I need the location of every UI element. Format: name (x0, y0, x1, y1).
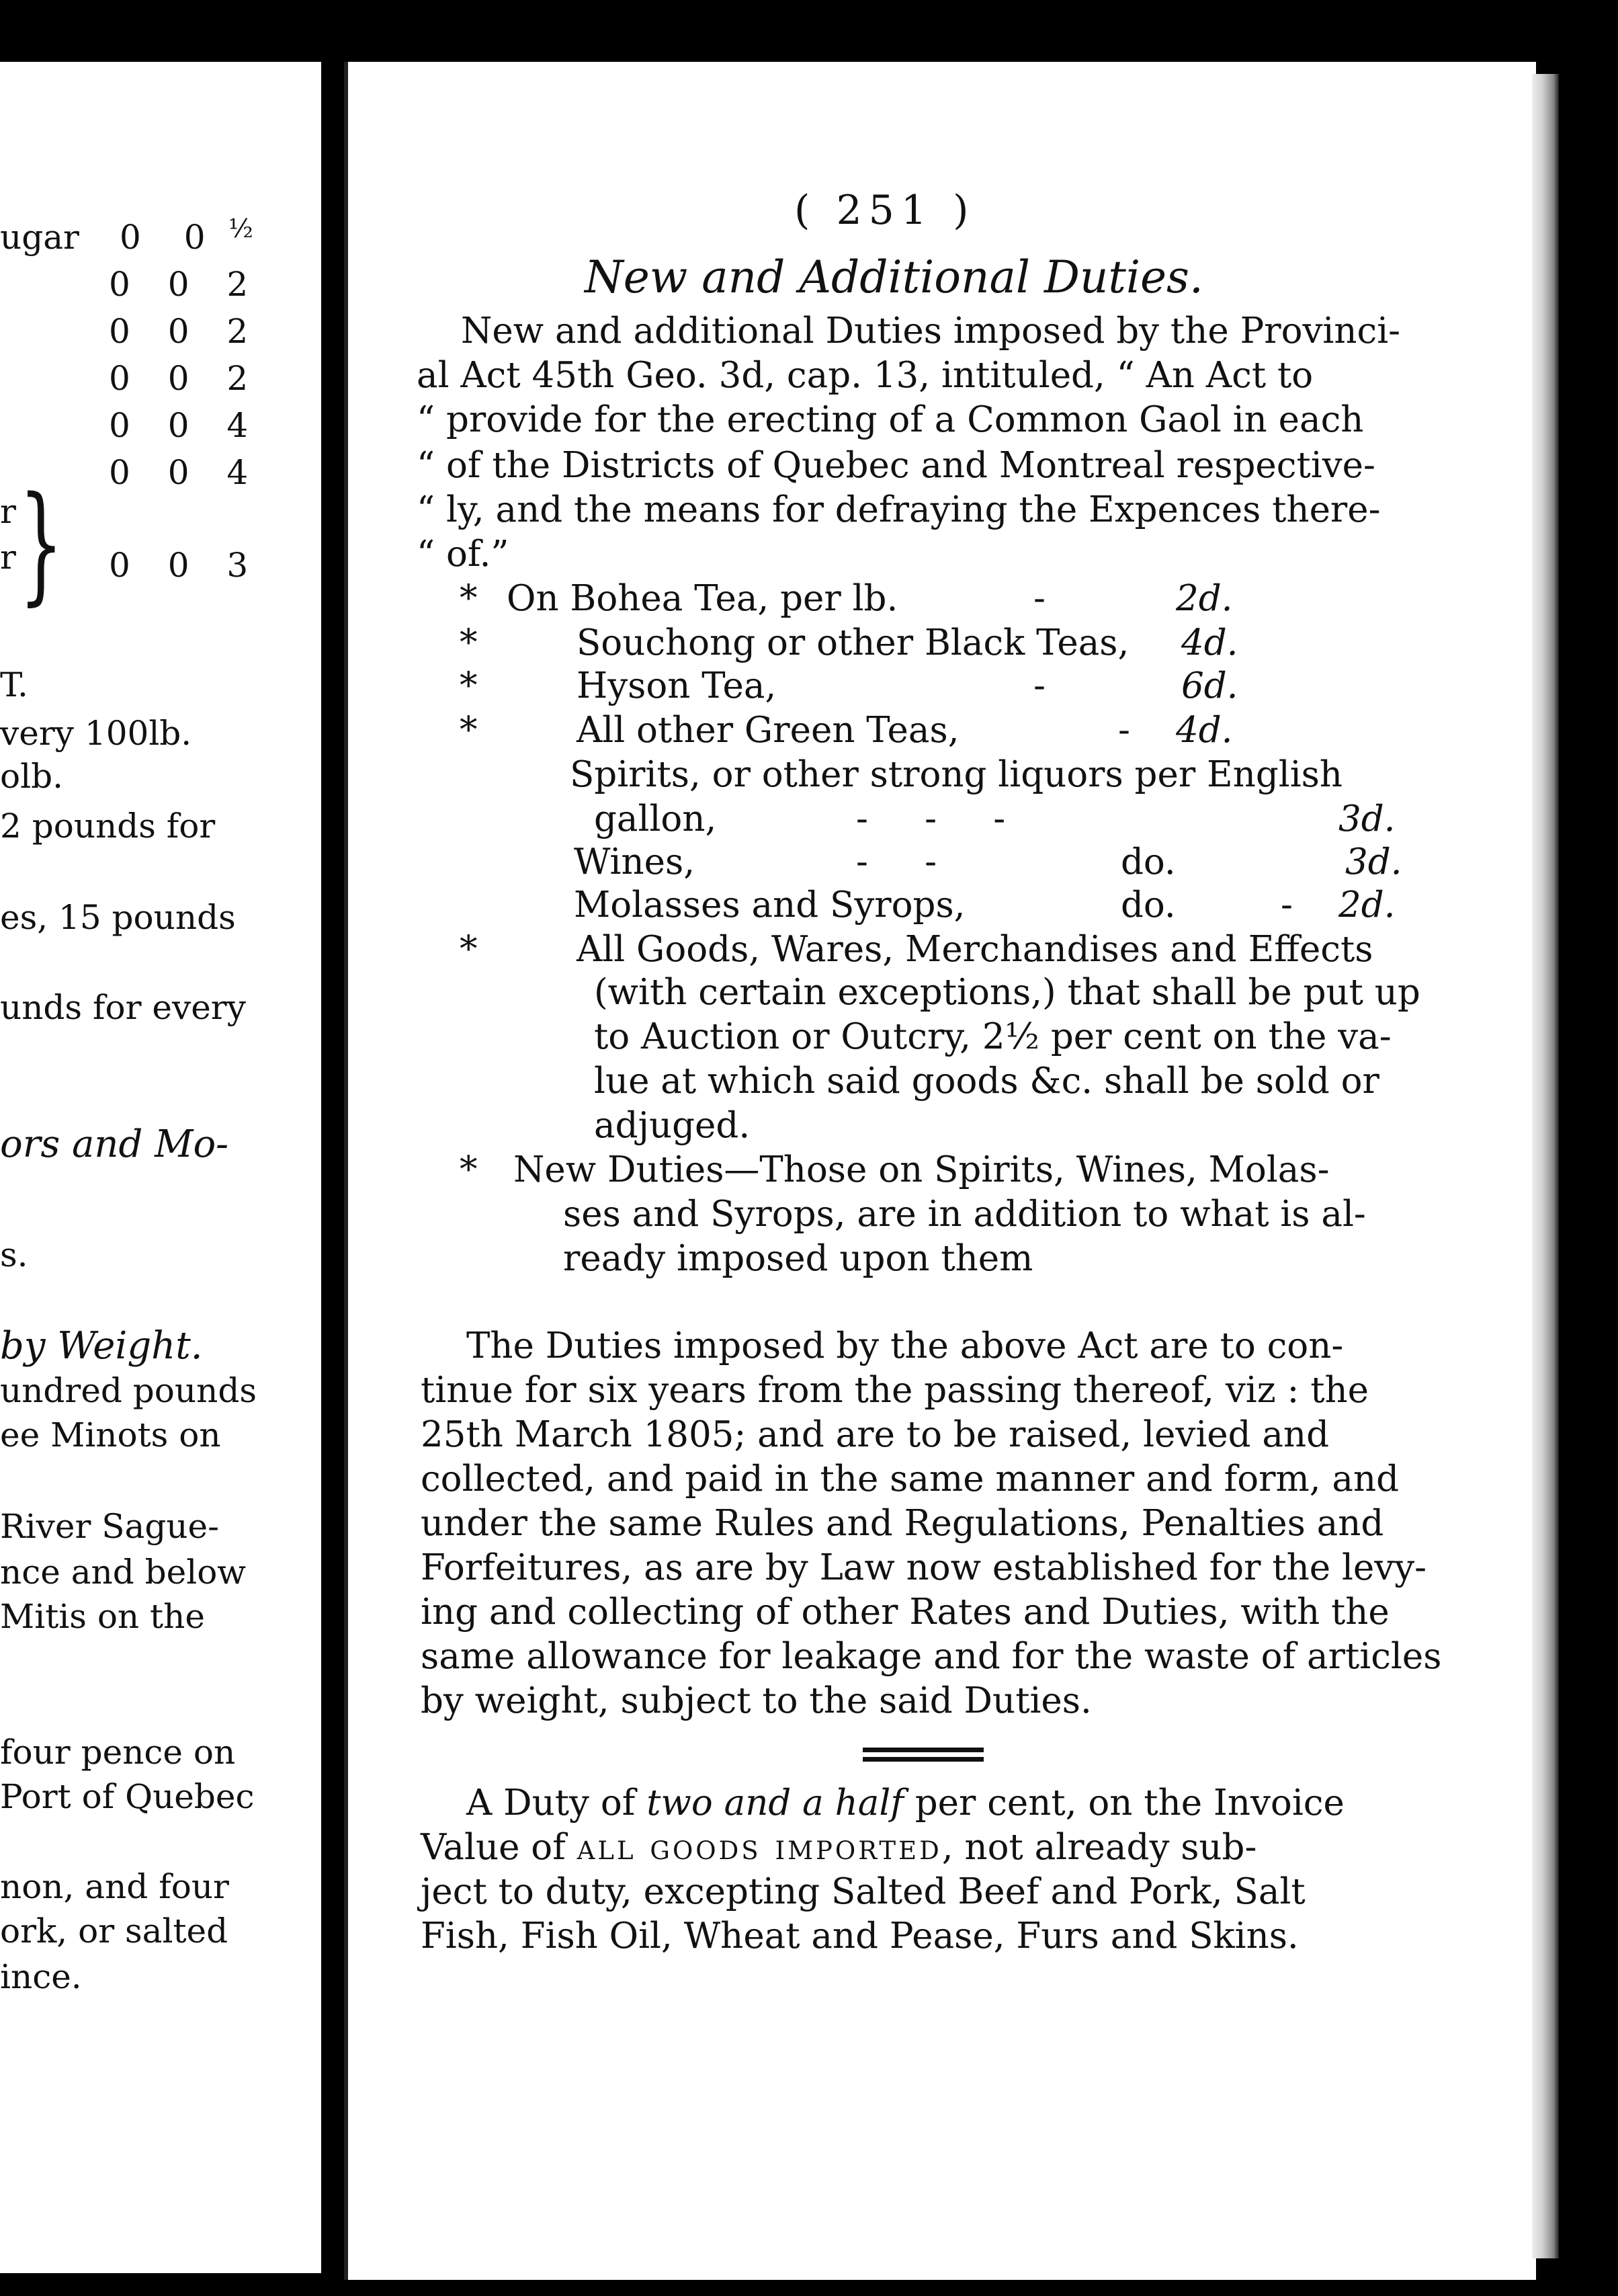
left-heading: ors and Mo- (0, 1122, 229, 1166)
new-duties-line: ready imposed upon them (563, 1238, 1033, 1279)
molasses-do: do. (1121, 885, 1176, 926)
left-text: 0 0 2 (109, 265, 262, 304)
asterisk-mark: * (460, 578, 478, 619)
item-label: On Bohea Tea, per lb. (507, 578, 898, 619)
left-text: ork, or salted (0, 1912, 228, 1951)
left-text: s. (0, 1235, 28, 1274)
item-dash: - (1118, 710, 1130, 751)
asterisk-mark: * (460, 665, 478, 706)
paragraph-line: tinue for six years from the passing thereof, viz : the (421, 1370, 1369, 1411)
final-line: Value of all goods imported, not already sub- (421, 1827, 1257, 1868)
asterisk-mark: * (460, 622, 478, 663)
left-text: Mitis on the (0, 1597, 205, 1636)
auction-line: lue at which said goods &c. shall be sold or (594, 1061, 1379, 1102)
left-text: unds for every (0, 988, 246, 1027)
left-text: non, and four (0, 1867, 229, 1906)
paragraph-line: under the same Rules and Regulations, Penalties and (421, 1503, 1384, 1544)
intro-line: “ ly, and the means for defraying the Expences there- (417, 489, 1381, 530)
intro-line: “ of.” (417, 534, 509, 575)
page-number: ( 251 ) (794, 187, 976, 234)
left-text: River Sague- (0, 1507, 220, 1546)
left-text: Port of Quebec (0, 1777, 255, 1816)
final-line: Fish, Fish Oil, Wheat and Pease, Furs and Skins. (421, 1916, 1299, 1957)
left-text: ince. (0, 1957, 82, 1996)
left-text: ½ (228, 214, 253, 243)
right-page (344, 62, 1536, 2280)
page-edge-shadow (1532, 74, 1559, 2258)
item-label: Souchong or other Black Teas, (577, 622, 1130, 663)
asterisk-mark: * (460, 929, 478, 970)
left-page-fragment (0, 62, 321, 2273)
intro-line: “ of the Districts of Quebec and Montreal respective- (417, 445, 1375, 486)
left-text: 0 0 4 (109, 453, 262, 492)
paragraph-line: collected, and paid in the same manner and form, and (421, 1459, 1400, 1500)
spirits-line: gallon, (594, 798, 717, 839)
wines-dashes: - - (856, 842, 937, 883)
left-text: ee Minots on (0, 1416, 221, 1454)
new-duties-line: New Duties—Those on Spirits, Wines, Molas- (513, 1149, 1330, 1190)
left-text: r (0, 538, 16, 577)
item-value: 4d. (1181, 622, 1238, 663)
wines-do: do. (1121, 842, 1176, 883)
final-line: ject to duty, excepting Salted Beef and Pork, Salt (421, 1871, 1306, 1912)
paragraph-line: The Duties imposed by the above Act are to con- (466, 1325, 1344, 1366)
left-heading: by Weight. (0, 1324, 203, 1368)
divider-rule (863, 1748, 984, 1752)
molasses-dash: - (1281, 885, 1293, 926)
paragraph-line: same allowance for leakage and for the waste of articles (421, 1636, 1442, 1677)
left-text: 0 0 2 (109, 359, 262, 398)
item-dash: - (1033, 578, 1046, 619)
left-text: 0 0 3 (109, 546, 262, 585)
item-value: 6d. (1181, 665, 1238, 706)
wines-label: Wines, (574, 842, 695, 883)
item-label: Hyson Tea, (577, 665, 777, 706)
left-text: four pence on (0, 1733, 236, 1772)
left-text: es, 15 pounds (0, 898, 236, 937)
new-duties-line: ses and Syrops, are in addition to what is al- (563, 1194, 1366, 1235)
item-value: 2d. (1176, 578, 1233, 619)
intro-line: New and additional Duties imposed by the Provinci- (461, 311, 1401, 352)
left-text: olb. (0, 757, 63, 796)
left-text: ugar (0, 218, 79, 257)
auction-line: to Auction or Outcry, 2½ per cent on the va- (594, 1016, 1392, 1057)
final-line: A Duty of two and a half per cent, on the Invoice (466, 1782, 1345, 1823)
spirits-dashes: - - - (856, 798, 1006, 839)
auction-line: adjuged. (594, 1105, 751, 1146)
left-text: undred pounds (0, 1371, 257, 1410)
intro-line: al Act 45th Geo. 3d, cap. 13, intituled, “ An Act to (417, 355, 1314, 396)
spirits-value: 3d. (1338, 798, 1396, 839)
item-value: 4d. (1176, 710, 1233, 751)
left-text: 0 0 4 (109, 406, 262, 445)
spirits-line: Spirits, or other strong liquors per English (570, 754, 1343, 795)
paragraph-line: ing and collecting of other Rates and Duties, with the (421, 1592, 1390, 1633)
wines-value: 3d. (1345, 842, 1402, 883)
left-text: 0 0 2 (109, 312, 262, 351)
asterisk-mark: * (460, 1149, 478, 1190)
left-text: 0 0 (120, 218, 222, 257)
left-text: T. (0, 665, 28, 704)
molasses-value: 2d. (1338, 885, 1396, 926)
paragraph-line: 25th March 1805; and are to be raised, levied and (421, 1414, 1330, 1455)
divider-rule (863, 1757, 984, 1762)
paragraph-line: by weight, subject to the said Duties. (421, 1680, 1092, 1721)
brace: } (19, 469, 64, 618)
left-text: r (0, 492, 16, 531)
left-text: 2 pounds for (0, 807, 216, 846)
intro-line: “ provide for the erecting of a Common Gaol in each (417, 399, 1364, 440)
left-text: nce and below (0, 1553, 247, 1592)
item-label: All other Green Teas, (577, 710, 960, 751)
auction-line: All Goods, Wares, Merchandises and Effects (577, 929, 1373, 970)
molasses-label: Molasses and Syrops, (574, 885, 966, 926)
page-heading: New and Additional Duties. (585, 251, 1203, 303)
paragraph-line: Forfeitures, as are by Law now established for the levy- (421, 1547, 1427, 1588)
left-text: very 100lb. (0, 714, 192, 753)
item-dash: - (1033, 665, 1046, 706)
auction-line: (with certain exceptions,) that shall be put up (594, 972, 1420, 1013)
asterisk-mark: * (460, 710, 478, 751)
